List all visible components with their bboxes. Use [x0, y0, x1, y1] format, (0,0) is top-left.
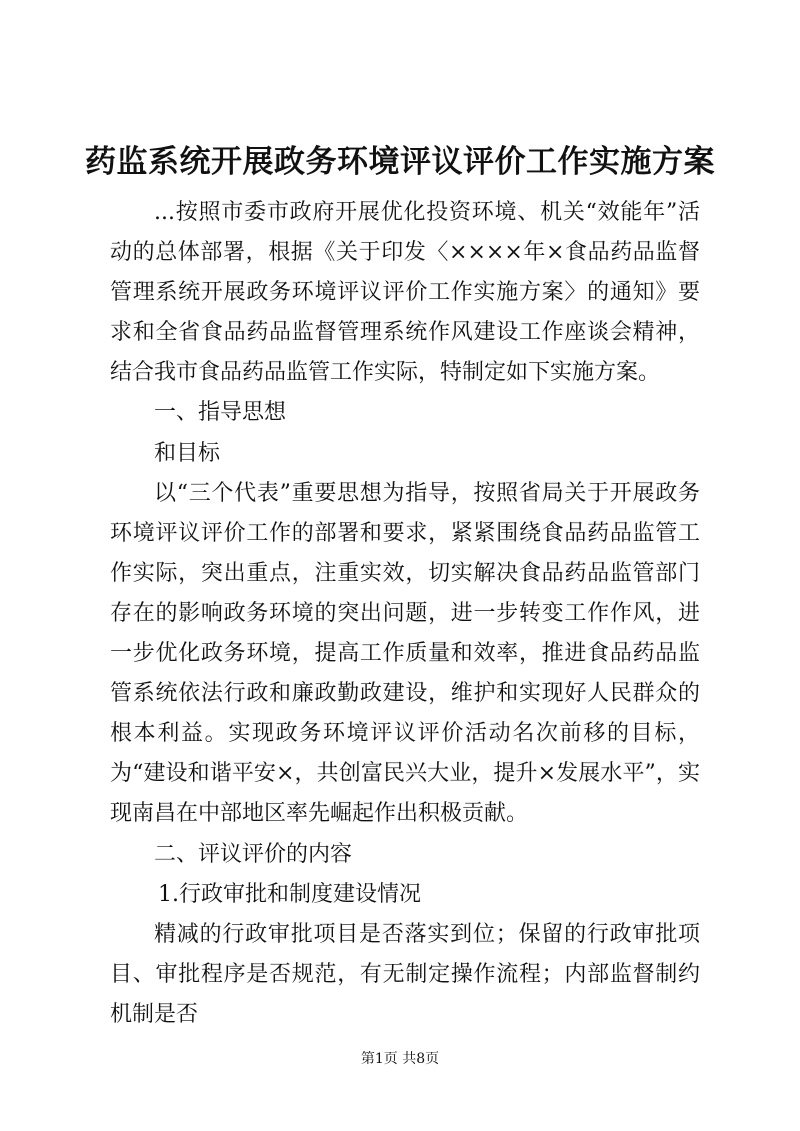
document-body: [110, 193, 700, 1035]
section-heading-guiding-thought: 一、指导思想: [154, 400, 287, 426]
subsection-heading-approval: 1.行政审批和制度建设情况: [158, 881, 421, 907]
guiding-thought-paragraph: 以“三个代表”重要思想为指导，按照省局关于开展政务环境评议评价工作的部署和要求，紧紧围绕食品药品监管工作实际，突出重点，注重实效，切实解决食品药品监管部门存在的影响政务环境的突出问题，进一步转变工作作风，进一步优化政务环境，提高工作质量和效率，推进食品药品监管系统依法行政和廉政勤政建设，维护和实现好人民群众的根本利益。实现政务环境评议评价活动名次前移的目标，为“建设和谐平安×，共创富民兴大业，提升×发展水平”，实现南昌在中部地区率先崛起作出积极贡献。: [110, 480, 700, 827]
section-heading-continuation: 和目标: [154, 440, 221, 466]
page-number-footer: 第1页 共8页: [360, 1051, 440, 1067]
document-title: 药监系统开展政务环境评议评价工作实施方案: [85, 144, 715, 180]
approval-paragraph: 精减的行政审批项目是否落实到位；保留的行政审批项目、审批程序是否规范，有无制定操作流程；内部监督制约机制是否: [110, 921, 700, 1027]
section-heading-content: 二、评议评价的内容: [154, 841, 353, 867]
intro-paragraph: ...按照市委市政府开展优化投资环境、机关“效能年”活动的总体部署，根据《关于印发〈××××年×食品药品监督管理系统开展政务环境评议评价工作实施方案〉的通知》要求和全省食品药品监督管理系统作风建设工作座谈会精神，结合我市食品药品监管工作实际，特制定如下实施方案。: [110, 200, 700, 386]
